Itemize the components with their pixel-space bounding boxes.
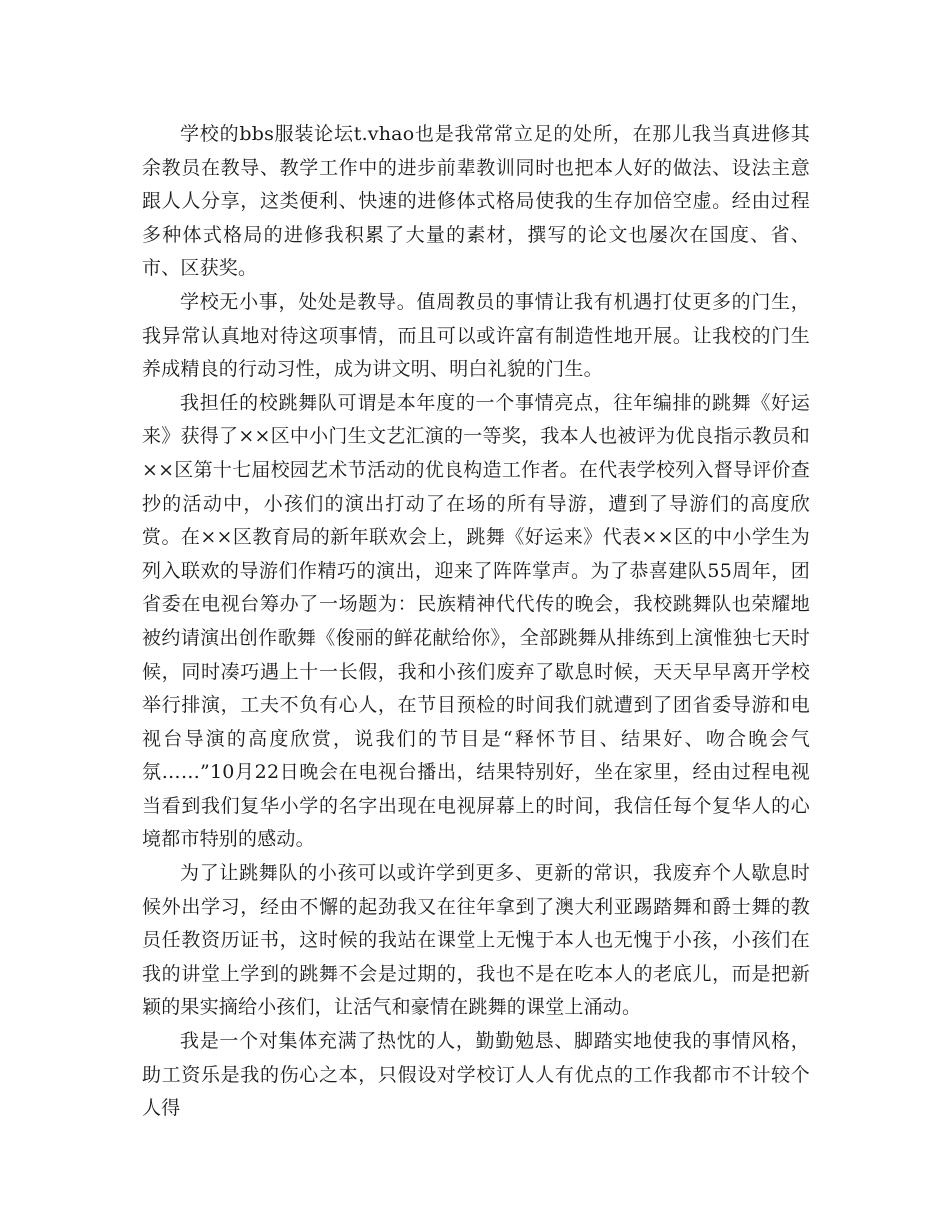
- paragraph-4: 为了让跳舞队的小孩可以或许学到更多、更新的常识，我废弃个人歇息时候外出学习，经由不懈的起劲我又在往年拿到了澳大利亚踢踏舞和爵士舞的教员任教资历证书，这时候的我站在课堂上无愧于本人也无愧于小孩，小孩们在我的讲堂上学到的跳舞不会是过期的，我也不是在吃本人的老底儿，而是把新颖的果实摘给小孩们，让活气和豪情在跳舞的课堂上涌动。: [142, 862, 810, 1019]
- paragraph-3: 我担任的校跳舞队可谓是本年度的一个事情亮点，往年编排的跳舞《好运来》获得了××区中小门生文艺汇演的一等奖，我本人也被评为优良指示教员和××区第十七届校园艺术节活动的优良构造工作者。在代表学校列入督导评价查抄的活动中，小孩们的演出打动了在场的所有导游，遭到了导游们的高度欣赏。在××区教育局的新年联欢会上，跳舞《好运来》代表××区的中小学生为列入联欢的导游们作精巧的演出，迎来了阵阵掌声。为了恭喜建队55周年，团省委在电视台筹办了一场题为：民族精神代代传的晚会，我校跳舞队也荣耀地被约请演出创作歌舞《俊丽的鲜花献给你》，全部跳舞从排练到上演惟独七天时候，同时凑巧遇上十一长假，我和小孩们废弃了歇息时候，天天早早离开学校举行排演，工夫不负有心人，在节目预检的时间我们就遭到了团省委导游和电视台导演的高度欣赏，说我们的节目是“释怀节目、结果好、吻合晚会气氛……”10月22日晚会在电视台播出，结果特别好，坐在家里，经由过程电视当看到我们复华小学的名字出现在电视屏幕上的时间，我信任每个复华人的心境都市特别的感动。: [142, 391, 810, 851]
- paragraph-1: 学校的bbs服装论坛t.vhao也是我常常立足的处所，在那儿我当真进修其余教员在教导、教学工作中的进步前辈教训同时也把本人好的做法、设法主意跟人人分享，这类便利、快速的进修体式格局使我的生存加倍空虚。经由过程多种体式格局的进修我积累了大量的素材，撰写的论文也屡次在国度、省、市、区获奖。: [142, 123, 810, 280]
- paragraph-5: 我是一个对集体充满了热忱的人，勤勤勉恳、脚踏实地使我的事情风格，助工资乐是我的伤心之本，只假设对学校订人人有优点的工作我都市不计较个人得: [142, 1030, 810, 1120]
- paragraph-2: 学校无小事，处处是教导。值周教员的事情让我有机遇打仗更多的门生，我异常认真地对待这项事情，而且可以或许富有制造性地开展。让我校的门生养成精良的行动习性，成为讲文明、明白礼貌的门生。: [142, 290, 810, 381]
- document-body: [142, 118, 810, 1126]
